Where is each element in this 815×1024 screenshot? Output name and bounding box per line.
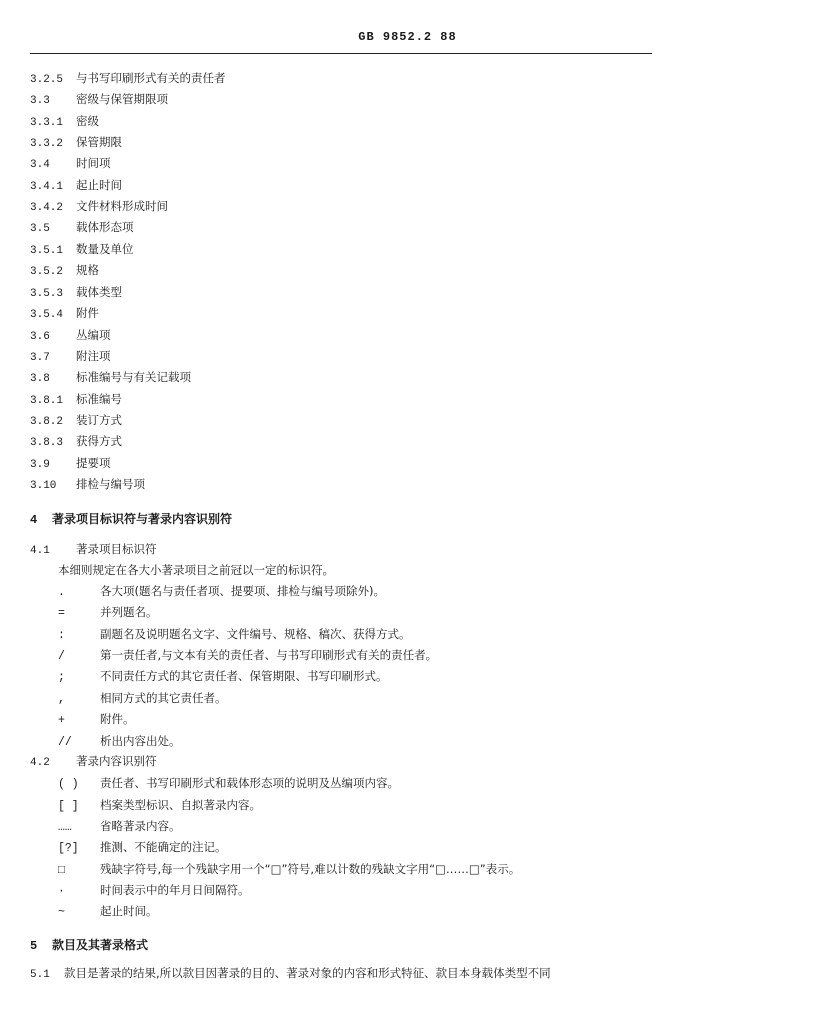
symbol-description: 不同责任方式的其它责任者、保管期限、书写印刷形式。 — [100, 669, 388, 683]
item-text: 标准编号与有关记载项 — [76, 370, 191, 384]
subsection-title: 著录内容识别符 — [76, 754, 157, 768]
symbol-row — [58, 668, 388, 684]
item-number: 3.8 — [30, 373, 50, 385]
item-number: 3.2.5 — [30, 74, 64, 86]
list-item — [30, 456, 111, 472]
symbol: // — [58, 736, 72, 749]
item-text: 提要项 — [76, 456, 111, 470]
item-number: 3.3.1 — [30, 117, 64, 129]
section-number: 5 — [30, 939, 38, 953]
item-number: 3.3.2 — [30, 138, 64, 150]
symbol-description: 并列题名。 — [100, 605, 158, 619]
item-text: 丛编项 — [76, 328, 111, 342]
symbol: : — [58, 629, 65, 642]
symbol-row — [58, 882, 250, 898]
symbol: / — [58, 650, 65, 663]
symbol: …… — [58, 821, 72, 834]
subsection-5-1 — [30, 966, 551, 982]
list-item — [30, 349, 111, 365]
symbol-row — [58, 903, 158, 919]
page-header-code: GB 9852.2 88 — [358, 30, 457, 44]
symbol: ~ — [58, 906, 65, 919]
item-number: 3.7 — [30, 352, 50, 364]
item-number: 3.5.4 — [30, 309, 64, 321]
symbol-row — [58, 711, 135, 727]
symbol-description: 省略著录内容。 — [100, 819, 181, 833]
list-item — [30, 328, 111, 344]
list-item — [30, 285, 122, 301]
item-text: 数量及单位 — [76, 242, 134, 256]
list-item — [30, 370, 191, 386]
symbol-row — [58, 690, 227, 706]
item-text: 时间项 — [76, 156, 111, 170]
symbol-description: 残缺字符号,每一个残缺字用一个“□”符号,难以计数的残缺文字用“□……□”表示。 — [100, 862, 521, 876]
subsection-4-1-heading — [30, 542, 157, 558]
section-title: 著录项目标识符与著录内容识别符 — [52, 512, 233, 526]
list-item — [30, 114, 99, 130]
item-text: 保管期限 — [76, 135, 122, 149]
symbol: , — [58, 693, 65, 706]
symbol-row — [58, 647, 437, 663]
list-item — [30, 263, 99, 279]
item-number: 3.5.3 — [30, 288, 64, 300]
list-item — [30, 392, 122, 408]
subsection-number: 5.1 — [30, 969, 50, 981]
symbol-row — [58, 604, 158, 620]
item-text: 排检与编号项 — [76, 477, 145, 491]
subsection-number: 4.2 — [30, 757, 50, 769]
symbol-description: 副题名及说明题名文字、文件编号、规格、稿次、获得方式。 — [100, 627, 411, 641]
item-text: 起止时间 — [76, 178, 122, 192]
subsection-number: 4.1 — [30, 545, 50, 557]
symbol-row — [58, 733, 181, 749]
list-item — [30, 156, 111, 172]
symbol-description: 档案类型标识、自拟著录内容。 — [100, 798, 261, 812]
item-text: 规格 — [76, 263, 99, 277]
item-text: 密级与保管期限项 — [76, 92, 168, 106]
subsection-title: 著录项目标识符 — [76, 542, 157, 556]
symbol-description: 附件。 — [100, 712, 135, 726]
symbol: □ — [58, 864, 65, 877]
symbol-row — [58, 839, 227, 855]
subsection-4-1-intro: 本细则规定在各大小著录项目之前冠以一定的标识符。 — [58, 563, 334, 577]
item-number: 3.3 — [30, 95, 50, 107]
symbol: · — [58, 885, 65, 898]
item-text: 载体形态项 — [76, 220, 134, 234]
item-text: 载体类型 — [76, 285, 122, 299]
list-item — [30, 434, 122, 450]
symbol-description: 起止时间。 — [100, 904, 158, 918]
symbol-row — [58, 861, 520, 877]
item-number: 3.8.2 — [30, 416, 64, 428]
symbol: [?] — [58, 842, 79, 855]
item-number: 3.5 — [30, 223, 50, 235]
symbol: ( ) — [58, 778, 79, 791]
item-text: 文件材料形成时间 — [76, 199, 168, 213]
item-text: 标准编号 — [76, 392, 122, 406]
symbol-row — [58, 775, 399, 791]
symbol: = — [58, 607, 65, 620]
symbol-row — [58, 583, 385, 599]
item-text: 密级 — [76, 114, 99, 128]
symbol: . — [58, 586, 65, 599]
symbol-description: 析出内容出处。 — [100, 734, 181, 748]
list-item — [30, 178, 122, 194]
list-item — [30, 242, 134, 258]
item-text: 附注项 — [76, 349, 111, 363]
item-number: 3.8.3 — [30, 437, 64, 449]
item-text: 获得方式 — [76, 434, 122, 448]
section-5-heading — [30, 936, 148, 953]
symbol-row — [58, 797, 261, 813]
item-text: 装订方式 — [76, 413, 122, 427]
item-number: 3.9 — [30, 459, 50, 471]
list-item — [30, 413, 122, 429]
item-text: 附件 — [76, 306, 99, 320]
item-number: 3.6 — [30, 331, 50, 343]
section-number: 4 — [30, 513, 38, 527]
symbol: ; — [58, 671, 65, 684]
symbol: + — [58, 714, 65, 727]
list-item — [30, 92, 168, 108]
item-number: 3.5.2 — [30, 266, 64, 278]
symbol: [ ] — [58, 800, 79, 813]
list-item — [30, 477, 145, 493]
symbol-row — [58, 818, 181, 834]
section-4-heading — [30, 510, 232, 527]
item-text: 与书写印刷形式有关的责任者 — [76, 71, 226, 85]
list-item — [30, 71, 226, 87]
list-item — [30, 199, 168, 215]
item-number: 3.4.2 — [30, 202, 64, 214]
list-item — [30, 220, 134, 236]
symbol-description: 推测、不能确定的注记。 — [100, 840, 227, 854]
list-item — [30, 306, 99, 322]
item-number: 3.10 — [30, 480, 57, 492]
list-item — [30, 135, 122, 151]
item-number: 3.4.1 — [30, 181, 64, 193]
item-number: 3.4 — [30, 159, 50, 171]
header-rule — [30, 53, 652, 54]
item-number: 3.5.1 — [30, 245, 64, 257]
item-number: 3.8.1 — [30, 395, 64, 407]
symbol-description: 第一责任者,与文本有关的责任者、与书写印刷形式有关的责任者。 — [100, 648, 438, 662]
symbol-description: 相同方式的其它责任者。 — [100, 691, 227, 705]
symbol-row — [58, 626, 411, 642]
subsection-text: 款目是著录的结果,所以款目因著录的目的、著录对象的内容和形式特征、款目本身载体类型不同 — [64, 966, 551, 980]
symbol-description: 各大项(题名与责任者项、提要项、排检与编号项除外)。 — [100, 584, 385, 598]
symbol-description: 时间表示中的年月日间隔符。 — [100, 883, 250, 897]
subsection-4-2-heading — [30, 754, 157, 770]
section-title: 款目及其著录格式 — [52, 938, 149, 952]
symbol-description: 责任者、书写印刷形式和载体形态项的说明及丛编项内容。 — [100, 776, 399, 790]
